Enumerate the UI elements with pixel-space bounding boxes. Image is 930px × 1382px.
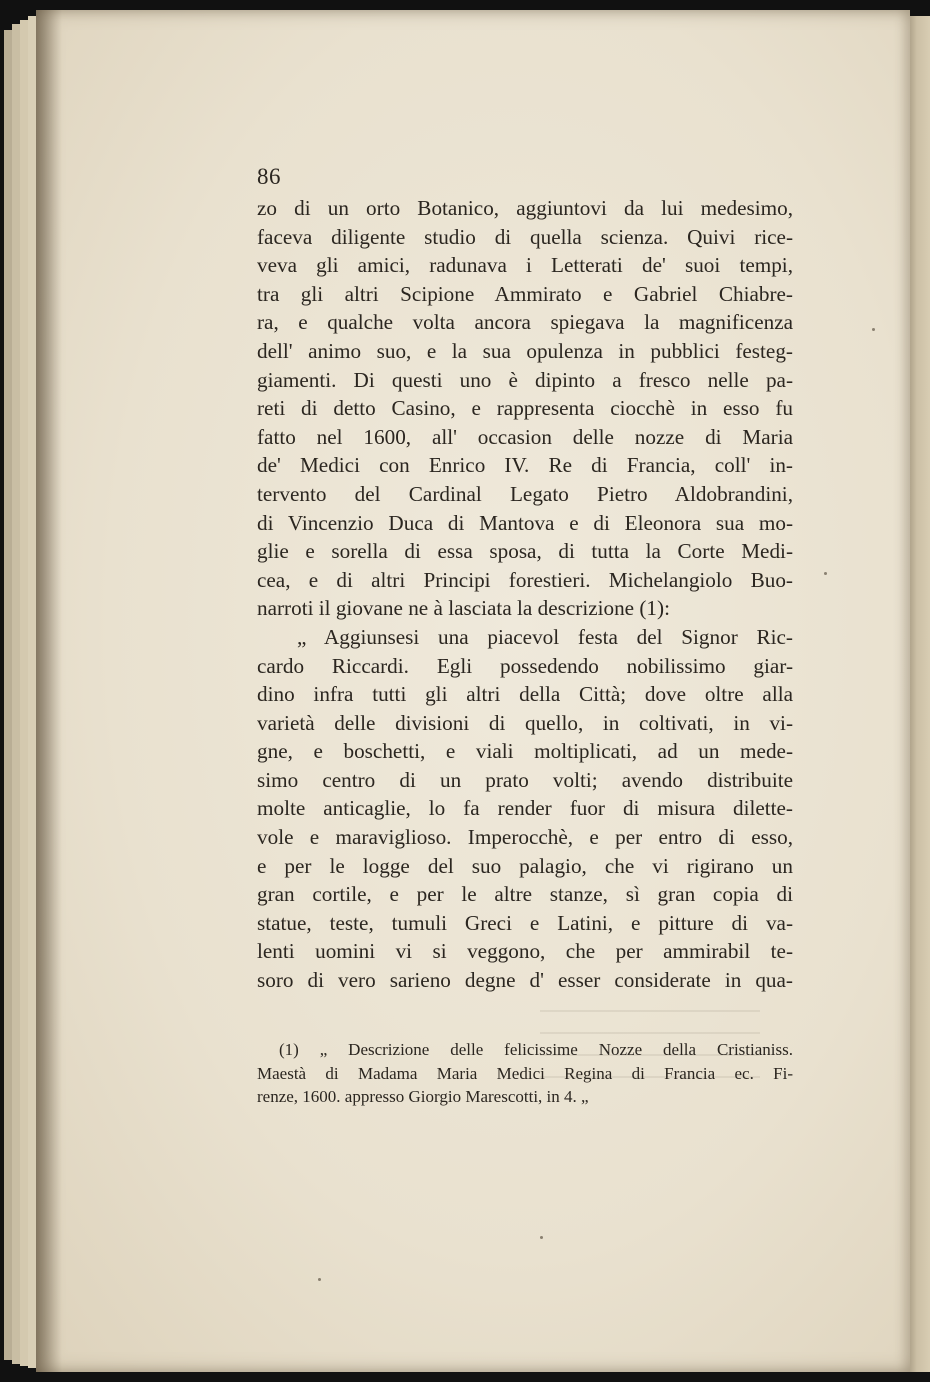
text-line: soro di vero sarieno degne d' esser considerate in qua-	[257, 968, 793, 993]
text-line: cardo Riccardi. Egli possedendo nobilissimo giar-	[257, 653, 793, 678]
text-line: tra gli altri Scipione Ammirato e Gabriel Chiabre-	[257, 281, 793, 306]
text-line: zo di un orto Botanico, aggiuntovi da lui medesimo,	[257, 196, 793, 220]
text-line: molte anticaglie, lo fa render fuor di misura dilette-	[257, 796, 793, 821]
footnote-line: renze, 1600. appresso Giorgio Marescotti, in 4. „	[257, 1087, 589, 1106]
text-line: varietà delle divisioni di quello, in coltivati, in vi-	[257, 710, 793, 735]
text-line: gne, e boschetti, e viali moltiplicati, ad un mede-	[257, 739, 793, 764]
page-gutter-shadow	[36, 10, 62, 1372]
text-line: giamenti. Di questi uno è dipinto a fresco nelle pa-	[257, 367, 793, 392]
text-line: faceva diligente studio di quella scienza. Quivi rice-	[257, 224, 793, 249]
footnote-line: Maestà di Madama Maria Medici Regina di Francia ec. Fi-	[257, 1063, 793, 1083]
text-line: lenti uomini vi si veggono, che per ammirabil te-	[257, 939, 793, 964]
text-line: glie e sorella di essa sposa, di tutta la Corte Medi-	[257, 539, 793, 564]
text-line: ra, e qualche volta ancora spiegava la magnificenza	[257, 310, 793, 335]
text-line: de' Medici con Enrico IV. Re di Francia, coll' in-	[257, 453, 793, 478]
footnote-block	[257, 1038, 793, 1109]
page-number: 86	[257, 164, 281, 189]
text-line: fatto nel 1600, all' occasion delle nozze di Maria	[257, 424, 793, 449]
text-line: gran cortile, e per le altre stanze, sì gran copia di	[257, 882, 793, 907]
text-line: dino infra tutti gli altri della Città; dove oltre alla	[257, 682, 793, 707]
text-line: cea, e di altri Principi forestieri. Michelangiolo Buo-	[257, 567, 793, 592]
text-line: tervento del Cardinal Legato Pietro Aldobrandini,	[257, 481, 793, 506]
main-text	[257, 164, 793, 995]
text-line: vole e maraviglioso. Imperocchè, e per entro di esso,	[257, 825, 793, 850]
text-line: e per le logge del suo palagio, che vi rigirano un	[257, 853, 793, 878]
text-line: simo centro di un prato volti; avendo distribuite	[257, 767, 793, 792]
text-line: reti di detto Casino, e rappresenta ciocchè in esso fu	[257, 396, 793, 421]
text-line: narroti il giovane ne à lasciata la descrizione (1):	[257, 596, 670, 621]
text-line: di Vincenzio Duca di Mantova e di Eleonora sua mo-	[257, 510, 793, 535]
text-line: „ Aggiunsesi una piacevol festa del Signor Ric-	[297, 624, 793, 649]
text-line: statue, teste, tumuli Greci e Latini, e pitture di va-	[257, 910, 793, 935]
text-line: dell' animo suo, e la sua opulenza in pubblici festeg-	[257, 338, 793, 363]
footnote-line: (1) „ Descrizione delle felicissime Nozze della Cristianiss.	[279, 1040, 793, 1059]
facing-page-edge	[908, 16, 930, 1372]
text-line: veva gli amici, radunava i Letterati de' suoi tempi,	[257, 253, 793, 278]
